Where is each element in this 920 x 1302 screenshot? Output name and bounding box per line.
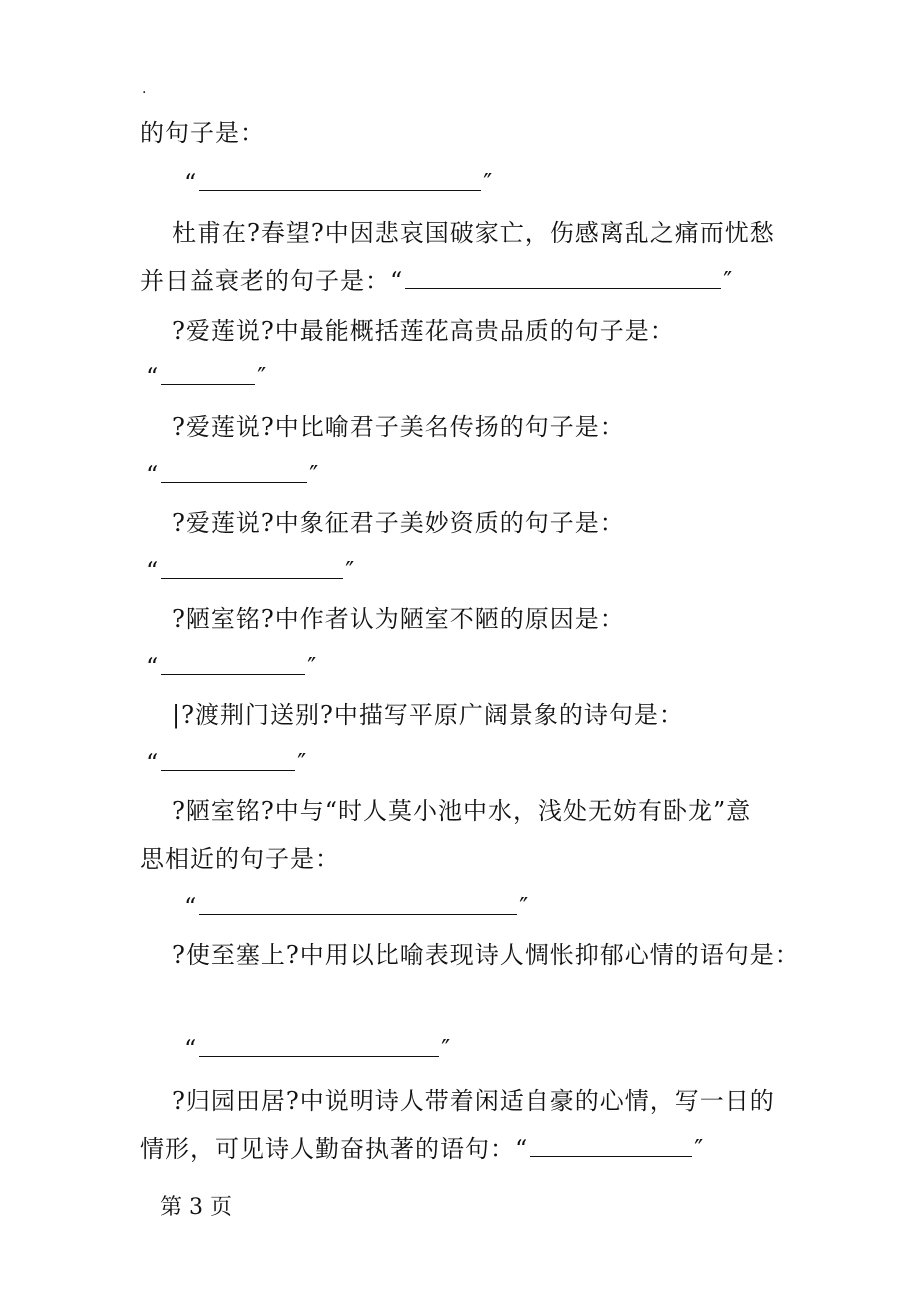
close-quote: ″ [307,653,318,681]
answer-blank[interactable] [199,1034,439,1057]
open-quote: “ [146,653,160,681]
close-quote: ″ [519,893,530,921]
line-text: ?使至塞上?中用以比喻表现诗人惆怅抑郁心情的语句是： [172,941,800,969]
header-mark: . [142,81,147,97]
line-text: ?陋室铭?中作者认为陋室不陋的原因是： [172,605,625,633]
answer-blank[interactable] [161,460,307,483]
close-quote: ″ [441,1035,452,1063]
open-quote: “ [184,893,198,921]
text-line [172,508,625,538]
close-quote: ″ [297,749,308,777]
fill-blank-line [184,1034,451,1064]
text-line [140,1134,704,1164]
close-quote: ″ [257,363,268,391]
line-text: 情形，可见诗人勤奋执著的语句： [140,1135,515,1163]
fill-blank-line [146,460,319,490]
close-quote: ″ [694,1135,705,1163]
text-line [172,1086,775,1116]
open-quote: “ [146,749,160,777]
text-line [140,266,733,296]
open-quote: “ [146,363,160,391]
line-text: 并日益衰老的句子是： [140,267,390,295]
answer-blank[interactable] [199,168,481,191]
open-quote: “ [390,267,404,295]
text-line [172,700,684,730]
open-quote: “ [515,1135,529,1163]
text-line [172,316,675,346]
page-number: 第 3 页 [160,1195,232,1220]
fill-blank-line [184,168,493,198]
answer-blank[interactable] [161,362,255,385]
fill-blank-line [146,652,317,682]
line-text: ?爱莲说?中比喻君子美名传扬的句子是： [172,413,625,441]
line-text: ?爱莲说?中最能概括莲花高贵品质的句子是： [172,317,675,345]
answer-blank[interactable] [199,892,517,915]
fill-blank-line [184,892,529,922]
close-quote: ″ [723,267,734,295]
text-line [172,218,775,248]
close-quote: ″ [483,169,494,197]
line-text: 的句子是： [140,119,265,147]
open-quote: “ [184,1035,198,1063]
text-line [172,796,751,826]
line-text: ?爱莲说?中象征君子美妙资质的句子是： [172,509,625,537]
text-line [172,412,625,442]
open-quote: “ [146,461,160,489]
fill-blank-line [146,556,355,586]
fill-blank-line [146,748,307,778]
line-text: 思相近的句子是： [140,845,340,873]
line-text: |?渡荆门送别?中描写平原广阔景象的诗句是： [172,701,684,729]
line-text: ?陋室铭?中与“时人莫小池中水，浅处无妨有卧龙”意 [172,797,752,825]
text-line [172,604,625,634]
answer-blank[interactable] [530,1134,692,1157]
open-quote: “ [184,169,198,197]
answer-blank[interactable] [161,652,305,675]
text-line [172,940,800,970]
text-line [140,844,340,874]
fill-blank-line [146,362,267,392]
line-text: ?归园田居?中说明诗人带着闲适自豪的心情，写一日的 [172,1087,775,1115]
line-text: 杜甫在?春望?中因悲哀国破家亡，伤感离乱之痛而忧愁 [172,219,775,247]
answer-blank[interactable] [161,556,343,579]
text-line [140,118,265,148]
answer-blank[interactable] [405,266,721,289]
close-quote: ″ [309,461,320,489]
open-quote: “ [146,557,160,585]
close-quote: ″ [345,557,356,585]
answer-blank[interactable] [161,748,295,771]
